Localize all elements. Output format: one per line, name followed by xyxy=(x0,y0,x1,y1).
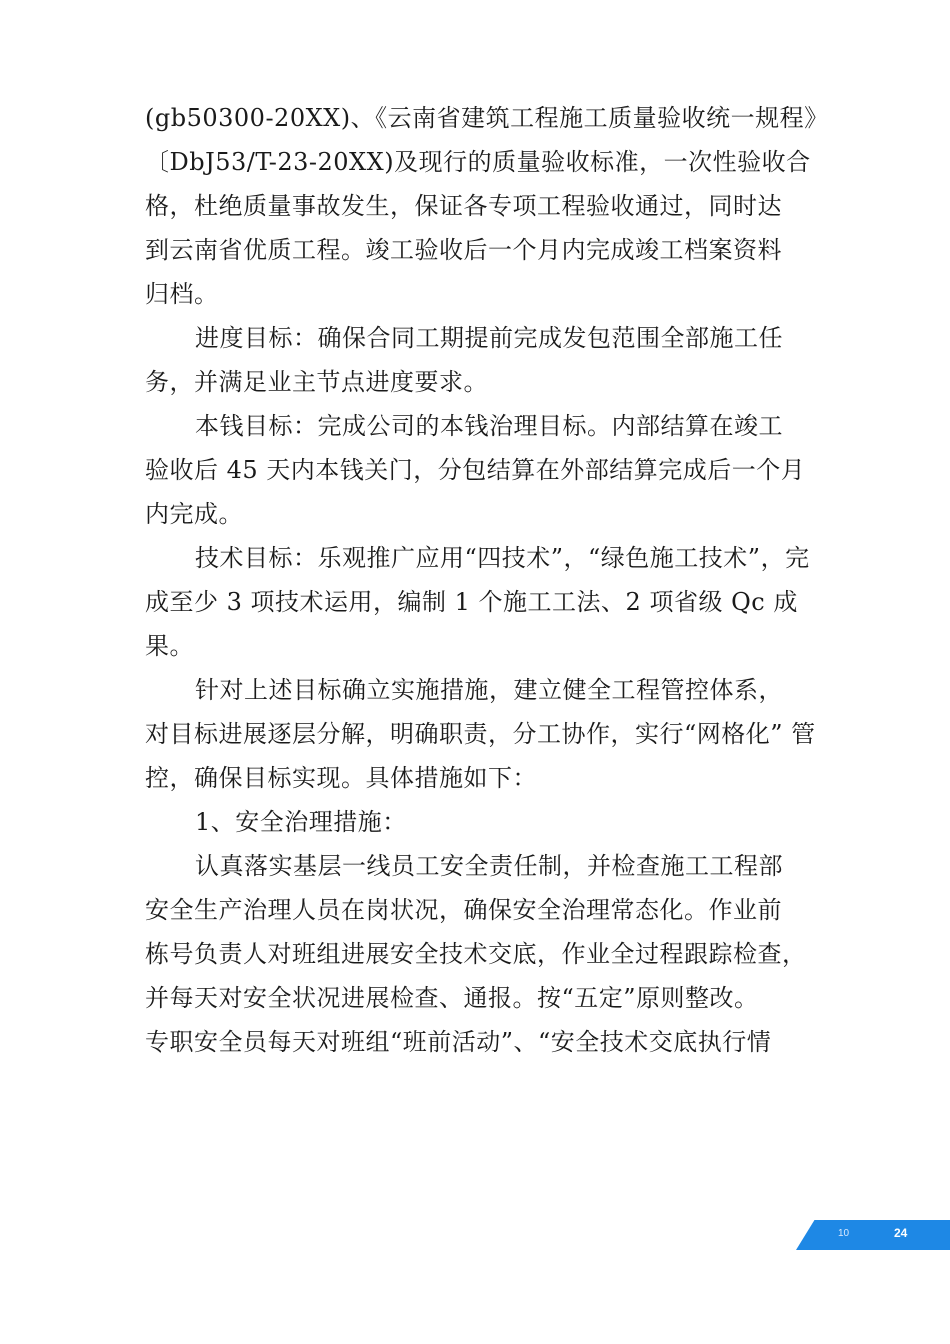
text-line: 格，杜绝质量事故发生，保证各专项工程验收通过，同时达 xyxy=(145,192,782,220)
body-text xyxy=(145,96,829,1064)
page-number-tab xyxy=(796,1220,950,1250)
paragraph-safety: 认真落实基层一线员工安全责任制，并检查施工工程部 xyxy=(195,852,783,880)
text-line: 对目标进展逐层分解，明确职责，分工协作，实行“网格化” 管 xyxy=(145,720,816,748)
text-line: (gb50300-20XX)、《云南省建筑工程施工质量验收统一规程》 xyxy=(145,104,829,132)
text-line: 到云南省优质工程。竣工验收后一个月内完成竣工档案资料 xyxy=(145,236,782,264)
text-line: 并每天对安全状况进展检查、通报。按“五定”原则整改。 xyxy=(145,984,759,1012)
page-number: 24 xyxy=(894,1226,908,1240)
text-line: 内完成。 xyxy=(145,500,243,528)
paragraph-cost-goal: 本钱目标：完成公司的本钱治理目标。内部结算在竣工 xyxy=(195,412,783,440)
text-line: 归档。 xyxy=(145,280,219,308)
text-line: 栋号负责人对班组进展安全技术交底，作业全过程跟踪检查， xyxy=(145,940,807,968)
page-counter-small: 10 xyxy=(838,1228,850,1239)
text-line: 〔DbJ53/T-23-20XX)及现行的质量验收标准，一次性验收合 xyxy=(145,148,811,176)
text-line: 专职安全员每天对班组“班前活动”、“安全技术交底执行情 xyxy=(145,1028,772,1056)
text-line: 果。 xyxy=(145,632,194,660)
text-line: 安全生产治理人员在岗状况，确保安全治理常态化。作业前 xyxy=(145,896,782,924)
text-line: 控，确保目标实现。具体措施如下： xyxy=(145,764,537,792)
text-line: 验收后 45 天内本钱关门，分包结算在外部结算完成后一个月 xyxy=(145,456,806,484)
paragraph-measures: 针对上述目标确立实施措施，建立健全工程管控体系， xyxy=(195,676,783,704)
text-line: 务，并满足业主节点进度要求。 xyxy=(145,368,488,396)
paragraph-tech-goal: 技术目标：乐观推广应用“四技术”，“绿色施工技术”，完 xyxy=(195,544,810,572)
section-heading-safety: 1、安全治理措施： xyxy=(195,808,407,836)
text-line: 成至少 3 项技术运用，编制 1 个施工工法、2 项省级 Qc 成 xyxy=(145,588,798,616)
paragraph-progress-goal: 进度目标：确保合同工期提前完成发包范围全部施工任 xyxy=(195,324,783,352)
